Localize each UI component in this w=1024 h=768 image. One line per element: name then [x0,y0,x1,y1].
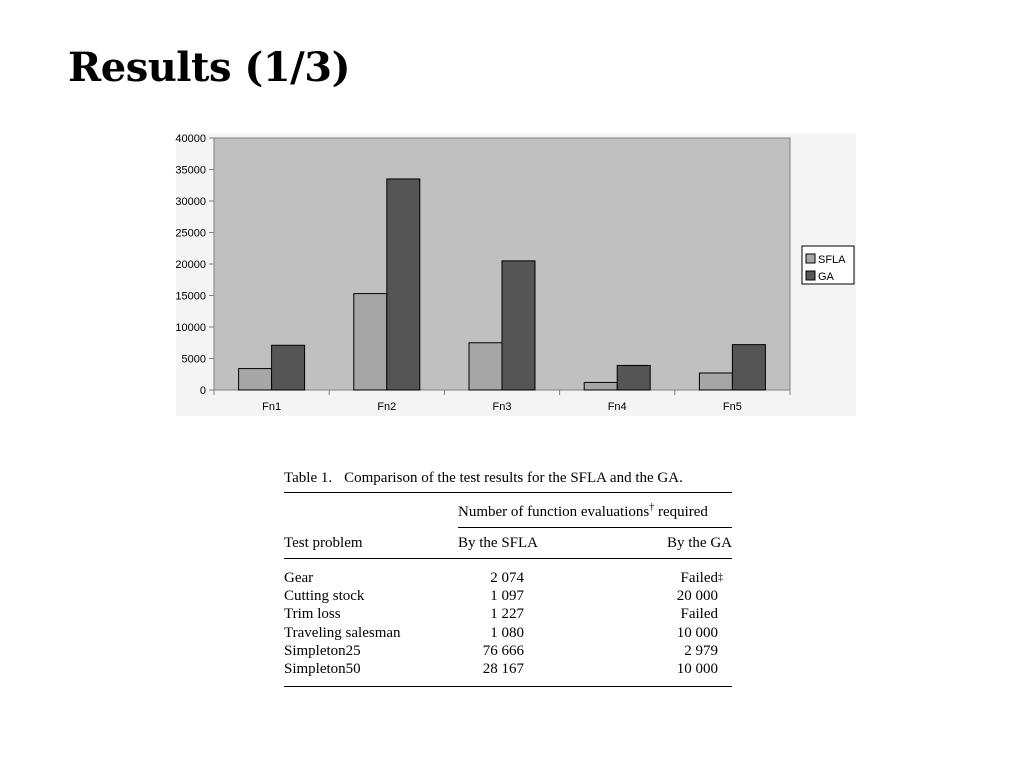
cell-sfla: 28 167 [482,660,524,677]
y-tick-label: 30000 [175,196,206,208]
group-header-tail: required [654,504,708,520]
table-row [284,569,732,587]
legend-swatch-ga [806,271,815,280]
bar-sfla [354,294,387,390]
results-table [284,464,732,687]
table-body [284,559,732,686]
y-tick-label: 10000 [175,322,206,334]
column-header-ga: By the GA [667,534,732,551]
y-tick-label: 25000 [175,227,206,240]
x-tick-label: Fn5 [722,401,742,413]
cell-sfla: 1 080 [490,624,524,641]
cell-ga [524,642,732,660]
cell-ga-value: Failed [680,570,718,586]
y-tick-label: 15000 [175,290,206,303]
cell-ga-value: 10 000 [676,624,718,641]
chart-svg [160,124,860,424]
dagger-mark: † [649,502,655,513]
cell-sfla: 76 666 [482,642,524,659]
group-header [458,491,732,529]
bar-sfla [239,369,272,390]
x-tick-label: Fn1 [262,401,282,413]
bar-ga [387,179,420,390]
table-caption-text: Comparison of the test results for the SFLA and the GA. [344,470,683,486]
cell-problem: Trim loss [284,606,341,623]
bar-sfla [699,373,732,390]
legend [802,246,854,284]
x-tick-label: Fn2 [377,401,397,413]
cell-problem: Gear [284,570,314,586]
table-row [284,624,732,642]
cell-sfla: 2 074 [490,570,524,586]
cell-ga-value: 20 000 [676,588,718,605]
legend-label-ga: GA [818,271,834,283]
cell-ga [524,605,732,623]
cell-ga-value: 2 979 [684,642,718,659]
cell-problem: Simpleton50 [284,660,361,677]
bar-ga [617,365,650,390]
bar-ga [732,345,765,390]
column-header-row [284,528,732,558]
cell-ga [524,587,732,605]
legend-label-sfla: SFLA [818,254,846,266]
y-tick-label: 40000 [175,133,206,145]
bottom-rule [284,686,732,687]
bar-ga [502,261,535,390]
group-header-label: Number of function evaluations [458,504,650,520]
column-header-sfla: By the SFLA [458,534,539,551]
cell-ga [524,569,732,587]
bar-ga [272,345,305,390]
bar-sfla [469,343,502,390]
x-tick-label: Fn3 [492,401,512,413]
cell-problem: Traveling salesman [284,624,401,641]
y-tick-label: 5000 [181,353,206,366]
cell-sfla: 1 097 [490,588,524,605]
bar-chart [160,124,860,424]
cell-ga-value: Failed [680,606,718,623]
table-row [284,660,732,678]
column-header-problem: Test problem [284,534,363,551]
table-row [284,642,732,660]
legend-swatch-sfla [806,254,815,263]
cell-problem: Cutting stock [284,588,365,605]
y-tick-label: 0 [199,385,206,397]
bar-sfla [584,382,617,390]
y-tick-label: 20000 [175,259,206,271]
group-header-row [284,493,732,527]
y-tick-label: 35000 [175,164,206,177]
cell-sfla: 1 227 [490,606,524,623]
x-tick-label: Fn4 [607,401,627,413]
cell-ga [524,660,732,678]
slide-title: Results (1/3) [68,44,351,91]
cell-problem: Simpleton25 [284,642,361,659]
table-row [284,587,732,605]
table-row [284,605,732,623]
table-caption-label: Table 1. [284,470,333,486]
double-dagger-mark: ‡ [718,572,723,583]
table-caption [284,464,732,492]
cell-ga-value: 10 000 [676,660,718,677]
cell-ga [524,624,732,642]
